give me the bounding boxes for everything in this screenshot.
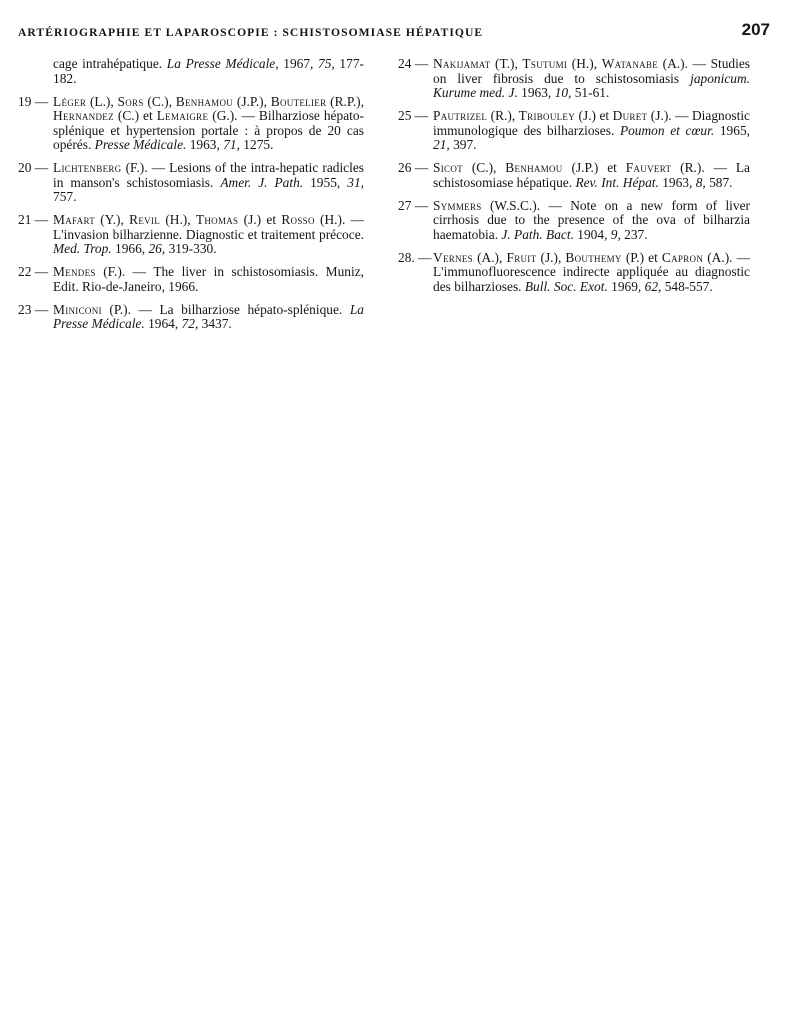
author-initials: (H.), <box>160 212 196 227</box>
ref-journal: Presse Médicale. <box>94 137 187 152</box>
author-initials: (C.), <box>462 160 506 175</box>
author-name: Fruit <box>506 249 537 265</box>
ref-title: Lesions of the intra-hepatic radicles in manson's schistosomiasis. <box>53 160 365 190</box>
reference-entry <box>398 199 750 243</box>
ref-pages: 397. <box>449 137 477 152</box>
author-name: Sors <box>117 93 144 109</box>
author-initials: (T.), <box>490 56 523 71</box>
page-header <box>18 20 778 44</box>
reference-entry <box>18 265 364 294</box>
reference-number: 19 — <box>18 93 49 109</box>
ref-pages: 587. <box>705 174 733 190</box>
author-name: Mafart <box>53 212 96 227</box>
author-initials: (G.). — <box>208 108 259 123</box>
author-initials: (F.). — <box>95 264 154 279</box>
ref-volume: 10, <box>554 85 572 100</box>
ref-pages: 3437. <box>198 316 232 331</box>
ref-year: 1904, <box>573 226 611 242</box>
reference-number: 24 — <box>398 56 429 71</box>
reference-number: 23 — <box>18 301 49 317</box>
author-initials: (A.), <box>472 249 507 265</box>
ref-journal: Amer. J. Path. <box>220 174 304 190</box>
author-initials: (A.). — <box>658 56 711 71</box>
ref-title: cage intrahépatique. <box>53 56 167 71</box>
ref-pages: 1275. <box>239 137 274 152</box>
ref-year: 1963, <box>658 174 696 190</box>
ref-volume: 72, <box>181 316 199 331</box>
ref-title: La bilharziose hépato-splénique. <box>159 301 350 317</box>
author-name: Tribouley <box>518 108 576 123</box>
author-initials: (H.), <box>567 56 602 71</box>
ref-pages: 548-557. <box>661 278 713 294</box>
author-name: Bouthemy <box>565 249 622 265</box>
author-name: Lemaigre <box>156 108 209 123</box>
ref-title: The liver in schistosomiasis. Muniz, Edit. Rio-de-Janeiro, 1966. <box>53 264 364 294</box>
ref-volume: 71, <box>223 137 240 152</box>
author-name: Duret <box>612 108 648 123</box>
references-left-column <box>18 57 364 340</box>
ref-year: 1963, <box>517 85 555 100</box>
author-name: Symmers <box>433 197 482 213</box>
author-name: Sicot <box>433 160 463 175</box>
author-name: Mendes <box>53 264 96 279</box>
author-initials: (A.). — <box>703 249 750 265</box>
ref-journal: Bull. Soc. Exot. <box>524 278 608 294</box>
author-initials: (J.), <box>536 249 566 265</box>
author-initials: (J.P.) et <box>562 160 626 175</box>
ref-title: La schistosomiase hépatique. <box>433 160 750 190</box>
ref-year: 1965, <box>714 122 750 138</box>
author-initials: (J.) et <box>575 108 613 123</box>
author-name: Lichtenberg <box>53 160 122 175</box>
author-name: Watanabe <box>601 56 659 71</box>
reference-entry <box>398 57 750 101</box>
ref-year: 1955, <box>303 174 348 190</box>
ref-volume: 21, <box>433 137 450 152</box>
reference-entry <box>18 95 364 153</box>
ref-journal: Med. Trop. <box>53 241 112 256</box>
reference-number: 21 — <box>18 212 49 227</box>
ref-pages: 177-182. <box>53 56 364 86</box>
reference-number: 25 — <box>398 108 429 123</box>
author-name: Thomas <box>195 212 239 227</box>
reference-entry <box>398 251 750 295</box>
ref-year: 1966, <box>111 241 149 256</box>
ref-title: Diagnostic immunologique des bilharzioses. <box>433 108 750 138</box>
ref-journal: Poumon et cœur. <box>619 122 715 138</box>
author-initials: (P.). — <box>101 301 160 317</box>
author-initials: (R.P.), <box>326 93 364 109</box>
ref-journal: japonicum. Kurume med. J. <box>433 70 750 100</box>
ref-pages: 51-61. <box>571 85 610 100</box>
author-name: Fauvert <box>625 160 672 175</box>
ref-volume: 26, <box>148 241 166 256</box>
ref-journal: La Presse Médicale, <box>166 56 279 71</box>
author-initials: (W.S.C.). — <box>481 197 571 213</box>
author-name: Boutelier <box>270 93 327 109</box>
ref-journal: Rev. Int. Hépat. <box>575 174 659 190</box>
author-name: Benhamou <box>505 160 563 175</box>
ref-title: L'immunofluorescence indirecte appliquée au diagnostic des bilharzioses. <box>433 264 750 294</box>
author-name: Pautrizel <box>433 108 488 123</box>
author-name: Léger <box>53 93 87 109</box>
reference-number: 20 — <box>18 160 49 175</box>
ref-pages: 757. <box>53 189 77 204</box>
author-initials: (C.), <box>143 93 176 109</box>
author-initials: (J.). — <box>647 108 692 123</box>
ref-year: 1969, <box>607 278 645 294</box>
reference-number: 26 — <box>398 160 429 175</box>
ref-volume: 31, <box>347 174 364 190</box>
author-initials: (R.), <box>487 108 519 123</box>
ref-volume: 9, <box>610 226 621 242</box>
author-name: Vernes <box>433 249 473 265</box>
author-initials: (H.). — <box>314 212 364 227</box>
author-initials: (J.P.), <box>233 93 271 109</box>
author-initials: (C.) et <box>113 108 157 123</box>
ref-volume: 8, <box>695 174 706 190</box>
ref-title: Bilharziose hépato-splénique et hypertension portale : à propos de 20 cas opérés. <box>53 108 365 152</box>
ref-year: 1964, <box>144 316 182 331</box>
reference-entry <box>18 303 364 332</box>
reference-number: 28. — <box>398 249 432 265</box>
author-name: Nakijamat <box>433 56 491 71</box>
references-right-column <box>398 57 750 303</box>
author-name: Benhamou <box>175 93 234 109</box>
author-name: Revil <box>129 212 161 227</box>
author-name: Miniconi <box>53 301 102 317</box>
author-initials: (Y.), <box>95 212 130 227</box>
ref-journal: J. Path. Bact. <box>501 226 574 242</box>
page-number: 207 <box>741 20 770 39</box>
reference-list-right <box>398 57 750 294</box>
author-name: Hernandez <box>53 108 114 123</box>
reference-number: 27 — <box>398 197 429 213</box>
ref-volume: 62, <box>644 278 662 294</box>
reference-continuation <box>18 57 364 86</box>
running-title: ARTÉRIOGRAPHIE ET LAPAROSCOPIE : SCHISTOSOMIASE HÉPATIQUE <box>18 26 484 39</box>
reference-entry <box>398 161 750 190</box>
ref-title: Studies on liver fibrosis due to schistosomiasis <box>433 56 750 86</box>
ref-volume: 75, <box>318 56 335 71</box>
author-initials: (L.), <box>86 93 118 109</box>
ref-pages: 319-330. <box>165 241 217 256</box>
author-name: Capron <box>661 249 704 265</box>
ref-year: 1963, <box>186 137 224 152</box>
ref-journal: La Presse Médicale. <box>53 301 364 331</box>
ref-title: Note on a new form of liver cirrhosis due to the presence of the ova of bilharzia haematobia. <box>433 197 750 242</box>
reference-number: 22 — <box>18 264 49 279</box>
author-initials: (P.) et <box>621 249 662 265</box>
reference-entry <box>18 161 364 205</box>
author-initials: (J.) et <box>238 212 282 227</box>
reference-entry <box>18 213 364 257</box>
reference-entry <box>398 109 750 153</box>
author-initials: (F.). — <box>121 160 170 175</box>
ref-title: L'invasion bilharzienne. Diagnostic et traitement précoce. <box>53 226 364 242</box>
author-name: Tsutumi <box>522 56 568 71</box>
ref-pages: 237. <box>620 226 648 242</box>
reference-list-left <box>18 95 364 332</box>
author-name: Rosso <box>281 212 315 227</box>
author-initials: (R.). — <box>671 160 736 175</box>
ref-year: 1967, <box>278 56 319 71</box>
